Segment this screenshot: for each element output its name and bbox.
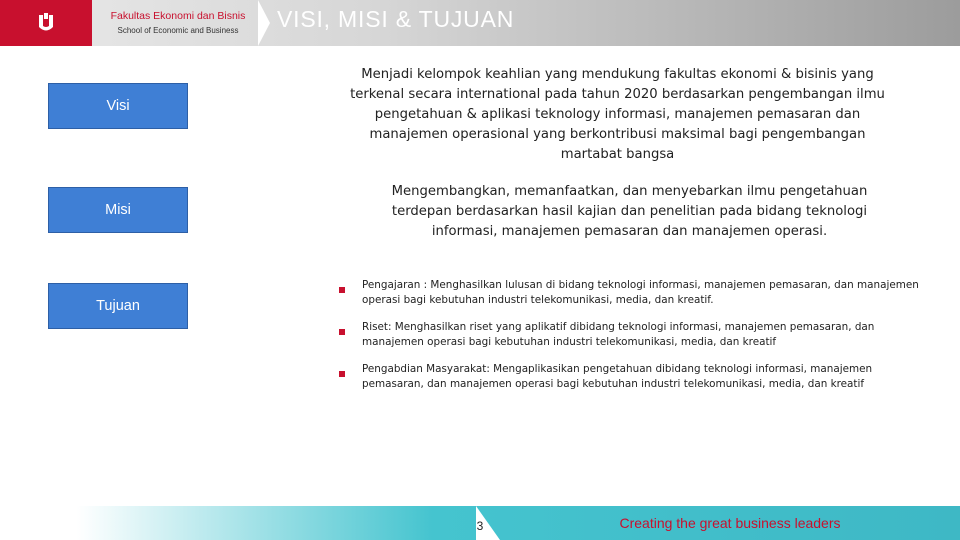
footer-tagline: Creating the great business leaders <box>619 515 841 531</box>
faculty-block <box>98 10 258 39</box>
list-item <box>336 362 926 392</box>
tujuan-label: Tujuan <box>96 298 140 314</box>
tujuan-item-text: Pengajaran : Menghasilkan lulusan di bidang teknologi informasi, manajemen pemasaran, dan manajemen operasi bagi kebutuhan industri telekomunikasi, media, dan kreatif. <box>362 279 919 306</box>
square-bullet-icon <box>339 371 345 377</box>
tujuan-list <box>336 278 926 404</box>
visi-text: Menjadi kelompok keahlian yang mendukung fakultas ekonomi & bisinis yang terkenal secara international pada tahun 2020 berdasarkan pengembangan ilmu pengetahuan & aplikasi teknology informasi, manajemen pemasaran dan manajemen operasional yang berkontribusi maksimal bagi pengembangan martabat bangsa <box>350 67 885 162</box>
misi-label-box[interactable] <box>48 187 188 233</box>
page-number: 3 <box>476 519 484 533</box>
list-item <box>336 320 926 350</box>
visi-label-box[interactable] <box>48 83 188 129</box>
misi-text: Mengembangkan, memanfaatkan, dan menyebarkan ilmu pengetahuan terdepan berdasarkan hasil kajian dan penelitian pada bidang teknologi informasi, manajemen pemasaran dan manajemen operasi. <box>391 184 868 239</box>
square-bullet-icon <box>339 287 345 293</box>
square-bullet-icon <box>339 329 345 335</box>
misi-label: Misi <box>105 202 131 218</box>
visi-label: Visi <box>106 98 130 114</box>
tujuan-item-text: Riset: Menghasilkan riset yang aplikatif dibidang teknologi informasi, manajemen pemasaran, dan manajemen operasi bagi kebutuhan industri telekomunikasi, media, dan kreatif <box>362 321 875 348</box>
faculty-subtitle: School of Economic and Business <box>117 26 239 35</box>
logo[interactable] <box>0 0 92 46</box>
header-chevron-divider <box>258 0 270 46</box>
faculty-name: Fakultas Ekonomi dan Bisnis <box>110 10 246 22</box>
tujuan-label-box[interactable] <box>48 283 188 329</box>
page-title: VISI, MISI & TUJUAN <box>277 6 515 32</box>
tujuan-item-text: Pengabdian Masyarakat: Mengaplikasikan pengetahuan dibidang teknologi informasi, manajemen pemasaran, dan manajemen operasi bagi kebutuhan industri telekomunikasi, media, dan kreatif <box>362 363 873 390</box>
header-bar <box>0 0 960 46</box>
university-logo-icon <box>37 13 55 33</box>
list-item <box>336 278 926 308</box>
